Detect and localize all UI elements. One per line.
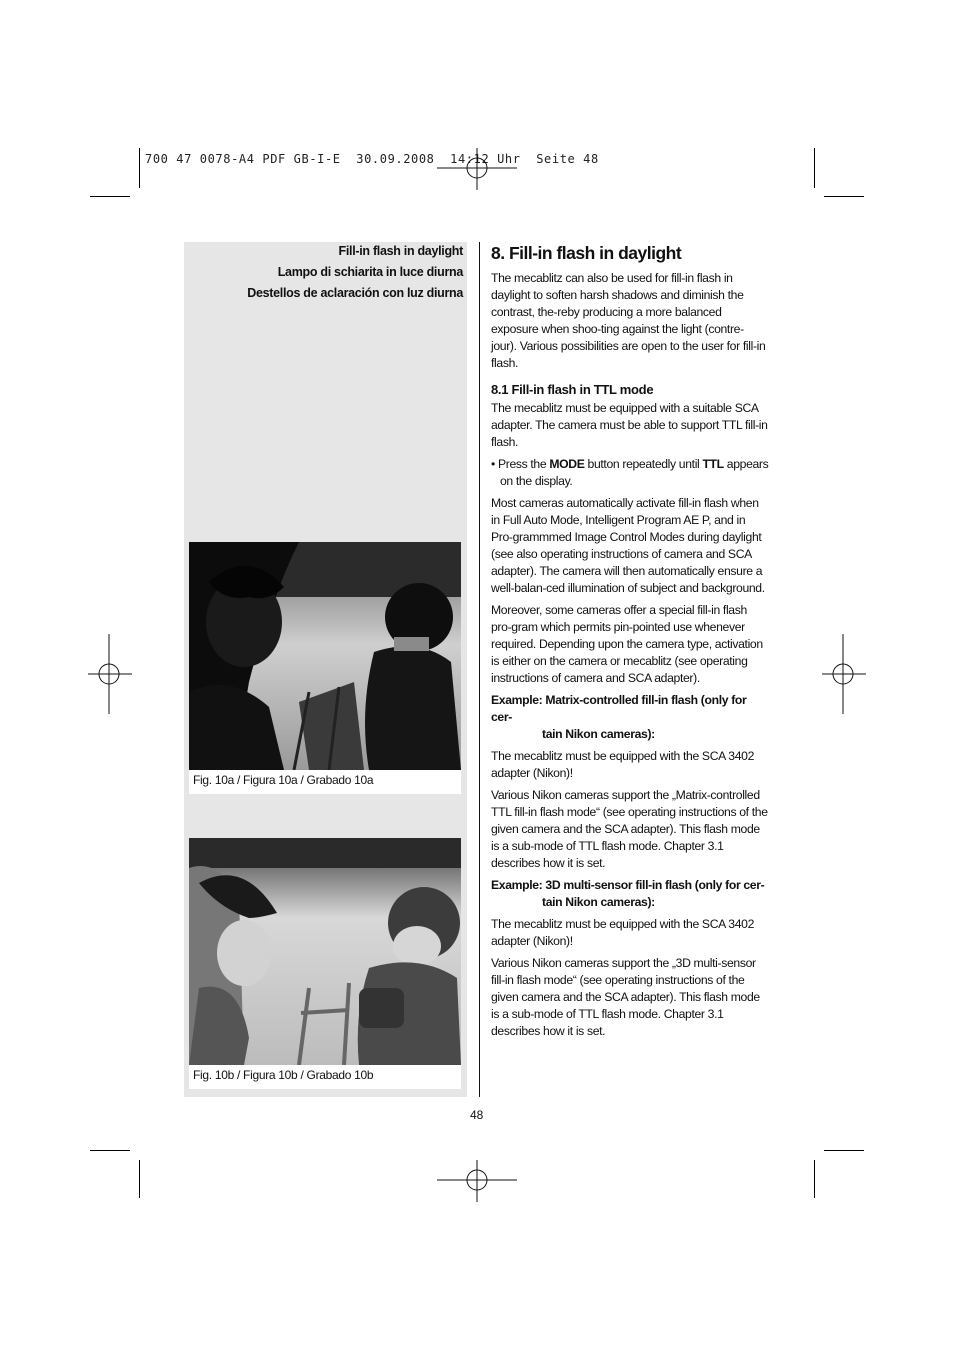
print-header: 700 47 0078-A4 PDF GB-I-E 30.09.2008 14:12 Uhr Seite 48 (145, 152, 599, 166)
crop-mark (139, 1160, 140, 1198)
figure-10a-caption: Fig. 10a / Figura 10a / Grabado 10a (193, 773, 374, 787)
registration-mark-icon (88, 634, 132, 714)
registration-mark-icon (437, 148, 517, 190)
registration-mark-icon (822, 634, 866, 714)
column-divider (479, 242, 480, 1097)
page-number: 48 (470, 1108, 484, 1122)
figure-10a-caption-box (189, 770, 461, 794)
paragraph-sca-adapter: The mecablitz must be equipped with a suitable SCA adapter. The camera must be able to support TTL fill-in flash. (491, 401, 768, 449)
registration-mark-icon (437, 1160, 517, 1202)
crop-mark (90, 196, 130, 197)
figure-10b-caption-box (189, 1065, 461, 1089)
crop-mark (824, 1150, 864, 1151)
example-3d-heading: Example: 3D multi-sensor fill-in flash (only for cer- tain Nikon cameras): (491, 878, 765, 909)
section-title: 8. Fill-in flash in daylight (491, 243, 682, 263)
figure-10b-photo (189, 838, 461, 1065)
crop-mark (139, 148, 140, 188)
paragraph-sca3402-b: The mecablitz must be equipped with the SCA 3402 adapter (Nikon)! (491, 917, 755, 948)
paragraph-special-program: Moreover, some cameras offer a special fill-in flash pro-gram which permits pin-pointed use whenever required. Depending upon the camera type, activation is either on the camera or mecablitz (see operating instructions of camera and SCA adapter). (491, 603, 763, 685)
paragraph-matrix-mode: Various Nikon cameras support the „Matrix-controlled TTL fill-in flash mode“ (see operating instructions of the given camera and the SCA adapter). This flash mode is a sub-mode of TTL flash mode. Chapter 3.1 describes how it is set. (491, 788, 768, 870)
paragraph-3d-mode: Various Nikon cameras support the „3D multi-sensor fill-in flash mode“ (see operating instructions of the given camera and the SCA adapter). This flash mode is a sub-mode of TTL flash mode. Chapter 3.1 describes how it is set. (491, 956, 760, 1038)
main-content (491, 242, 769, 1045)
paragraph-auto-fill-in: Most cameras automatically activate fill-in flash when in Full Auto Mode, Intelligent Program AE P, and in Pro-grammmed Image Control Modes during daylight (see also operating instructions of camera and SCA adapter). The camera will then automatically ensure a well-balan-ced illumination of subject and background. (491, 496, 765, 595)
sidebar-title-en: Fill-in flash in daylight (338, 244, 463, 258)
crop-mark (814, 1160, 815, 1198)
crop-mark (90, 1150, 130, 1151)
figure-10a-photo (189, 542, 461, 770)
paragraph-sca3402-a: The mecablitz must be equipped with the SCA 3402 adapter (Nikon)! (491, 749, 755, 780)
crop-mark (814, 148, 815, 188)
sidebar-title-it: Lampo di schiarita in luce diurna (277, 265, 463, 279)
example-matrix-heading: Example: Matrix-controlled fill-in flash (only for cer- tain Nikon cameras): (491, 693, 747, 741)
subsection-title: 8.1 Fill-in flash in TTL mode (491, 382, 654, 397)
intro-paragraph: The mecablitz can also be used for fill-in flash in daylight to soften harsh shadows and diminish the contrast, the-reby producing a more balanced exposure when shoo-ting against the light (contre-jour). Various possibilities are open to the user for fill-in flash. (491, 271, 766, 370)
bullet-press-mode: • Press the MODE button repeatedly until TTL appears on the display. (491, 457, 769, 488)
figure-10b-caption: Fig. 10b / Figura 10b / Grabado 10b (193, 1068, 374, 1082)
crop-mark (824, 196, 864, 197)
sidebar-title-es: Destellos de aclaración con luz diurna (247, 286, 463, 300)
